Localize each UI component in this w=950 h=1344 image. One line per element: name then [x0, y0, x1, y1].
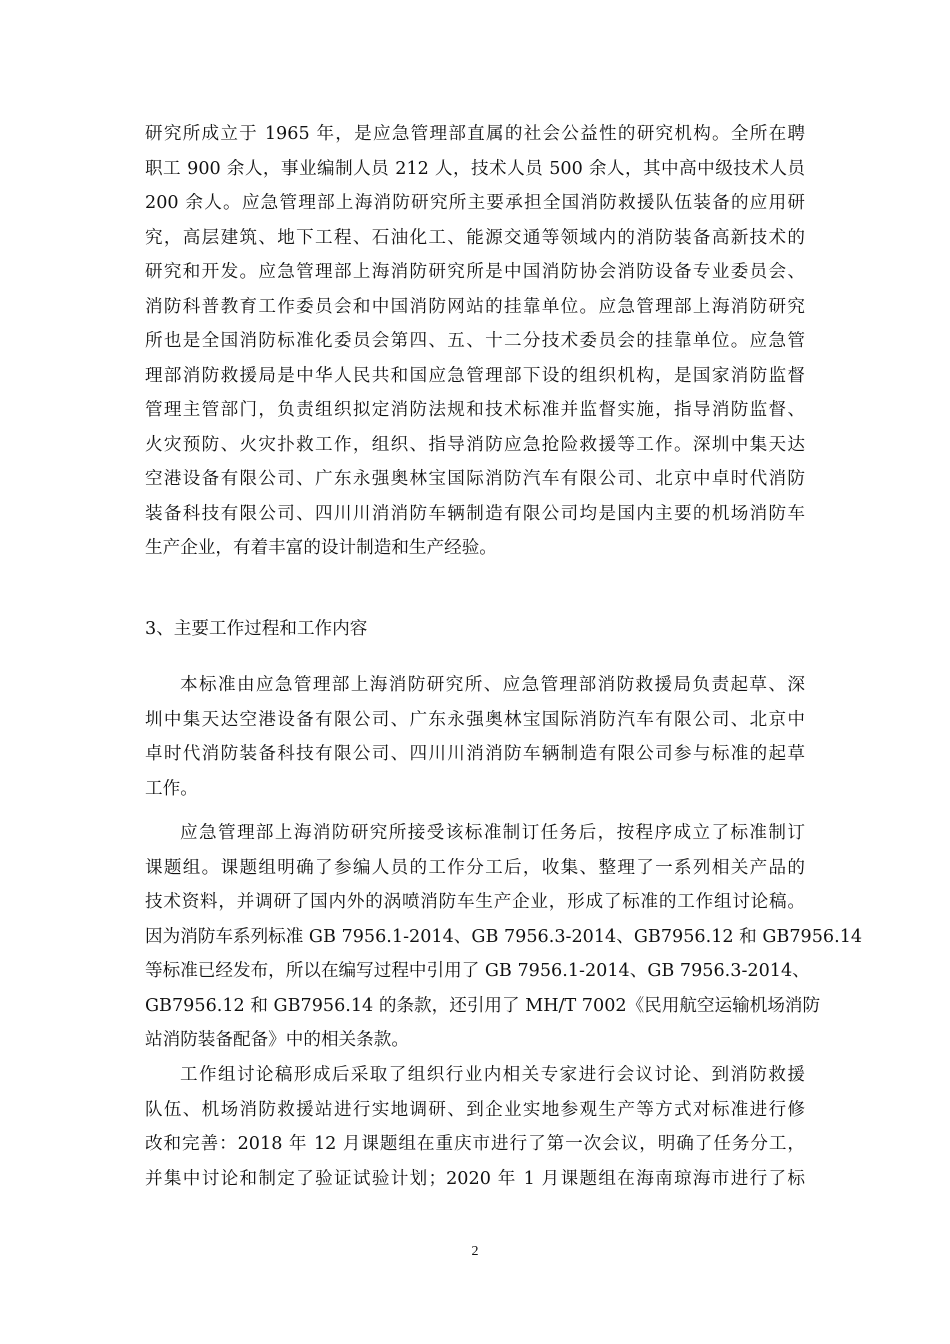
text-line: 应急管理部上海消防研究所接受该标准制订任务后，按程序成立了标准制订: [180, 823, 805, 843]
text-line: 因为消防车系列标准 GB 7956.1-2014、GB 7956.3-2014、GB7956.12 和 GB7956.14: [145, 926, 863, 947]
text-line: 200 余人。应急管理部上海消防研究所主要承担全国消防救援队伍装备的应用研: [145, 193, 805, 213]
text-line: 究，高层建筑、地下工程、石油化工、能源交通等领域内的消防装备高新技术的: [145, 227, 805, 248]
text-line: 装备科技有限公司、四川川消消防车辆制造有限公司均是国内主要的机场消防车: [145, 503, 805, 524]
text-line: 工作组讨论稿形成后采取了组织行业内相关专家进行会议讨论、到消防救援: [180, 1065, 805, 1085]
page-number: 2: [471, 1244, 479, 1259]
text-line: 圳中集天达空港设备有限公司、广东永强奥林宝国际消防汽车有限公司、北京中: [145, 709, 805, 730]
text-line: 课题组。课题组明确了参编人员的工作分工后，收集、整理了一系列相关产品的: [145, 857, 805, 878]
text-line: 改和完善：2018 年 12 月课题组在重庆市进行了第一次会议，明确了任务分工，: [145, 1134, 805, 1154]
text-line: 空港设备有限公司、广东永强奥林宝国际消防汽车有限公司、北京中卓时代消防: [145, 469, 805, 489]
text-line: 理部消防救援局是中华人民共和国应急管理部下设的组织机构，是国家消防监督: [145, 365, 805, 386]
text-line: GB7956.12 和 GB7956.14 的条款，还引用了 MH/T 7002《民用航空运输机场消防: [145, 995, 821, 1016]
text-line: 站消防装备配备》中的相关条款。: [145, 1030, 409, 1050]
text-line: 技术资料，并调研了国内外的涡喷消防车生产企业，形成了标准的工作组讨论稿。: [145, 892, 805, 912]
text-line: 管理主管部门，负责组织拟定消防法规和技术标准并监督实施，指导消防监督、: [145, 400, 805, 420]
text-line: 卓时代消防装备科技有限公司、四川川消消防车辆制造有限公司参与标准的起草: [145, 744, 805, 764]
text-line: 研究所成立于 1965 年，是应急管理部直属的社会公益性的研究机构。全所在聘: [145, 124, 805, 144]
text-line: 本标准由应急管理部上海消防研究所、应急管理部消防救援局负责起草、深: [180, 675, 805, 695]
paragraph-2: [145, 668, 805, 806]
paragraph-3: [145, 816, 863, 1058]
text-line: 等标准已经发布，所以在编写过程中引用了 GB 7956.1-2014、GB 7956.3-2014、: [145, 961, 810, 981]
text-line: 消防科普教育工作委员会和中国消防网站的挂靠单位。应急管理部上海消防研究: [145, 296, 805, 317]
paragraph-4: [145, 1058, 805, 1196]
section-heading: 3、主要工作过程和工作内容: [145, 619, 368, 639]
text-line: 并集中讨论和制定了验证试验计划；2020 年 1 月课题组在海南琼海市进行了标: [145, 1168, 805, 1189]
text-line: 火灾预防、火灾扑救工作，组织、指导消防应急抢险救援等工作。深圳中集天达: [145, 434, 805, 455]
paragraph-1: [145, 117, 805, 566]
text-line: 研究和开发。应急管理部上海消防研究所是中国消防协会消防设备专业委员会、: [145, 262, 805, 282]
text-line: 工作。: [145, 778, 198, 799]
text-line: 生产企业，有着丰富的设计制造和生产经验。: [145, 538, 497, 558]
text-line: 队伍、机场消防救援站进行实地调研、到企业实地参观生产等方式对标准进行修: [145, 1099, 805, 1120]
text-line: 所也是全国消防标准化委员会第四、五、十二分技术委员会的挂靠单位。应急管: [145, 331, 805, 351]
text-line: 职工 900 余人，事业编制人员 212 人，技术人员 500 余人，其中高中级技术人员: [145, 158, 805, 179]
